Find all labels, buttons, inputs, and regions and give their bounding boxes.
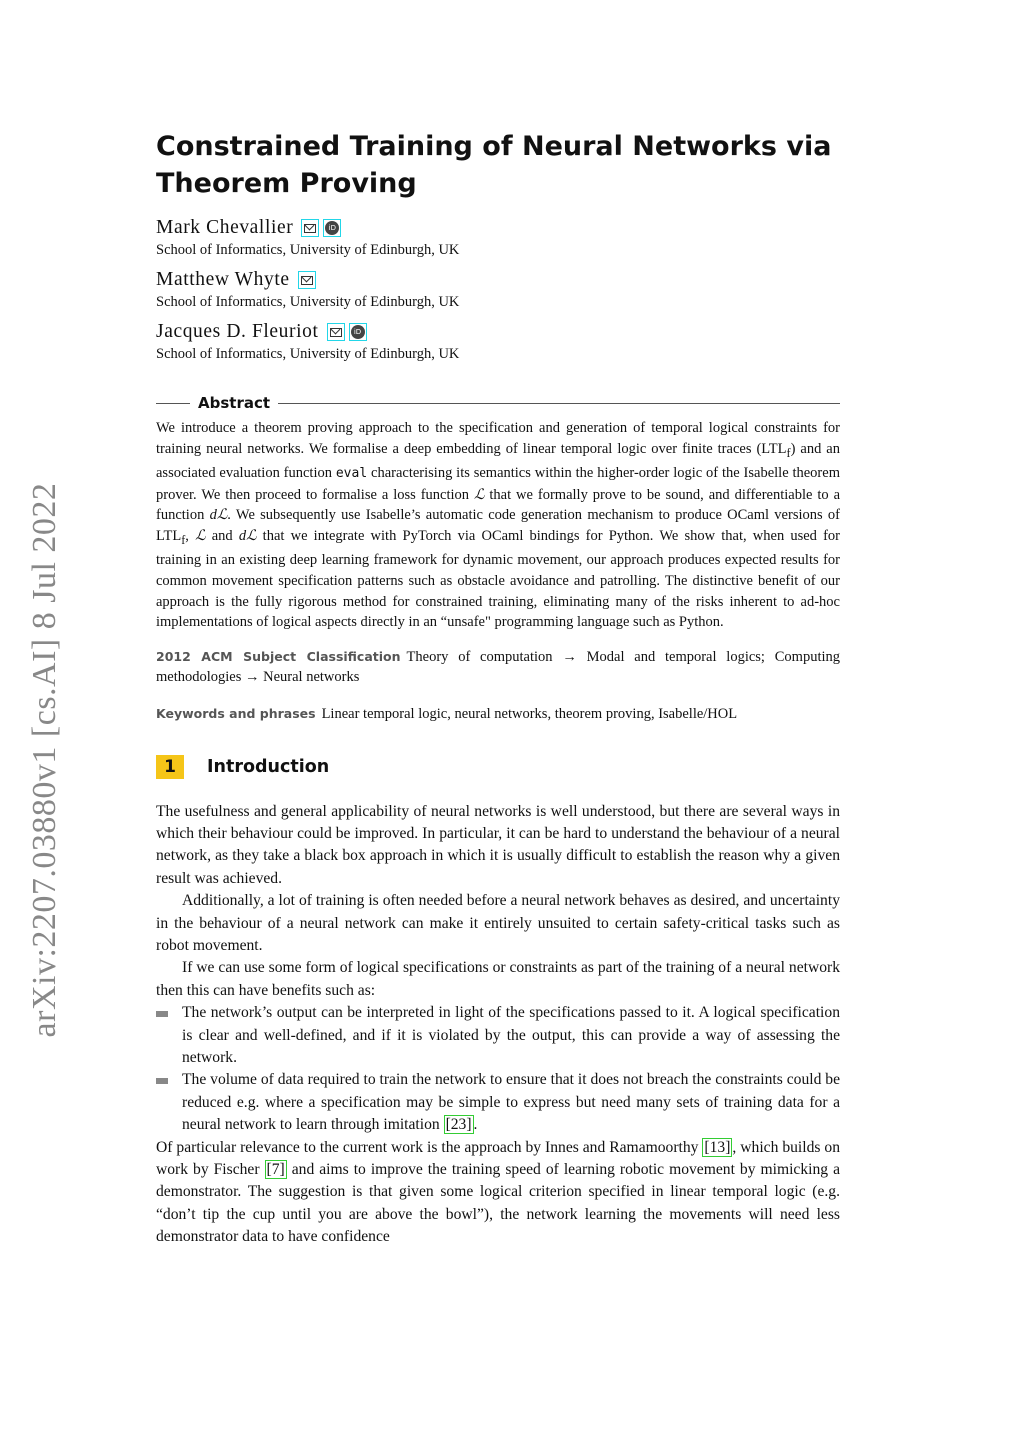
- mail-icon[interactable]: [298, 271, 316, 289]
- paper-title: [156, 128, 840, 202]
- list-item: The network’s output can be interpreted in light of the specifications passed to it. A logical specification is clear and well-defined, and if it is violated by the output, this can provide a way of assessing the network.: [156, 1002, 840, 1069]
- acm-text: Theory of computation → Modal and temporal logics; Computing methodologies → Neural networks: [156, 648, 841, 686]
- arxiv-identifier-text: arXiv:2207.03880v1 [cs.AI] 8 Jul 2022: [26, 482, 63, 1038]
- keywords-text: Linear temporal logic, neural networks, theorem proving, Isabelle/HOL: [321, 705, 738, 722]
- keywords-label: Keywords and phrases: [156, 705, 316, 721]
- arxiv-identifier: [10, 480, 80, 1040]
- author-affiliation: School of Informatics, University of Edinburgh, UK: [156, 346, 460, 362]
- orcid-icon[interactable]: [349, 323, 367, 341]
- section-title: Introduction: [207, 756, 330, 777]
- author-name: Mark Chevallier: [156, 217, 294, 238]
- acm-label: 2012 ACM Subject Classification: [156, 648, 401, 664]
- author-name: Jacques D. Fleuriot: [156, 321, 319, 342]
- author-name: Matthew Whyte: [156, 269, 290, 290]
- author-2: [156, 267, 840, 312]
- divider: [156, 403, 190, 404]
- keywords: [156, 704, 840, 725]
- paragraph-3: If we can use some form of logical specifications or constraints as part of the training of a neural network then this can have benefits such as:: [156, 959, 840, 999]
- mail-icon[interactable]: [301, 219, 319, 237]
- orcid-icon[interactable]: [323, 219, 341, 237]
- author-1: [156, 215, 840, 260]
- abstract-label: Abstract: [198, 394, 271, 412]
- abstract-text: We introduce a theorem proving approach to the specification and generation of temporal logical constraints for training neural networks. We formalise a deep embedding of linear temporal logic over finite traces $(LTL_f)$ and an associated evaluation function eval characterising its semantics within the higher-order logic of the Isabelle theorem prover. We then proceed to formalise a loss function ℒ that we formally prove to be sound, and differentiable to a function dℒ. We subsequently use Isabelle’s automatic code generation mechanism to produce OCaml versions of $LTL_f$, ℒ and dℒ that we integrate with PyTorch via OCaml bindings for Python. We show that, when used for training in an existing deep learning framework for dynamic movement, our approach produces expected results for common movement specification patterns such as obstacle avoidance and patrolling. The distinctive benefit of our approach is the fully rigorous method for constrained training, eliminating many of the risks inherent to ad-hoc implementations of logical aspects directly in an “unsafe" programming language such as Python.: [156, 420, 841, 631]
- acm-classification: [156, 647, 840, 688]
- mail-icon[interactable]: [327, 323, 345, 341]
- citation-link[interactable]: [7]: [266, 1161, 285, 1178]
- paper-page: [156, 128, 840, 1249]
- paragraph-4: Of particular relevance to the current work is the approach by Innes and Ramamoorthy [13] , which builds on work by Fischer [7] and aims to improve the training speed of learning robotic movement by mimicking a demonstrator. The suggestion is that given some logical criterion specified in linear temporal logic (e.g. “don’t tip the cup until you are above the bowl”), the network learning the movements will need less demonstrator data to have confidence: [156, 1138, 841, 1246]
- benefits-list: [156, 1002, 840, 1136]
- citation-link[interactable]: [13]: [704, 1138, 731, 1156]
- author-affiliation: School of Informatics, University of Edinburgh, UK: [156, 242, 460, 258]
- section-heading: [156, 755, 840, 779]
- citation-link[interactable]: [23]: [445, 1116, 472, 1134]
- author-3: [156, 319, 840, 364]
- divider: [278, 403, 840, 404]
- list-item: The volume of data required to train the network to ensure that it does not breach the constraints could be reduced e.g. where a specification may be simple to express but need many sets of training data for a neural network to learn through imitation [23] .: [156, 1069, 840, 1136]
- bullet-marker: [156, 1011, 168, 1017]
- title-line-1: Constrained Training of Neural Networks via: [156, 131, 832, 162]
- paragraph-2: Additionally, a lot of training is often needed before a neural network behaves as desired, and uncertainty in the behaviour of a neural network can make it entirely unsuited to certain safety-critical tasks such as robot movement.: [156, 892, 840, 954]
- section-number: 1: [156, 755, 184, 779]
- author-affiliation: School of Informatics, University of Edinburgh, UK: [156, 294, 460, 310]
- abstract-heading: [156, 394, 840, 412]
- title-line-2: Theorem Proving: [156, 168, 417, 199]
- paragraph-1: The usefulness and general applicability of neural networks is well understood, but there are several ways in which their behaviour could be improved. In particular, it can be hard to understand the behaviour of a neural network, as they take a black box approach in which it is usually difficult to establish the reason why a given result was achieved.: [156, 802, 840, 887]
- bullet-marker: [156, 1078, 168, 1084]
